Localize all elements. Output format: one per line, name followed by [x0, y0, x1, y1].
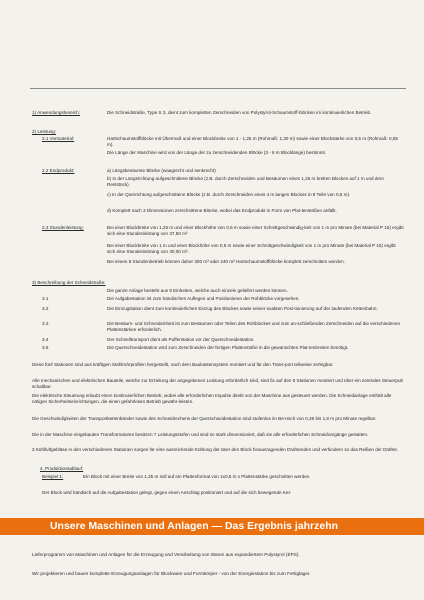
para-1: Diese fünf Stationen sind aus kräftigen Stahlrohrprofilen hergestellt, nach dem Baukastensystem montiert und für den Trans-port teilweise zerlegbar. — [32, 362, 334, 367]
item-3-3-text: Die Besäum- und Schneideinheit ist zum Besäumen oder Teilen des Rohblockes und zum an-schließenden Zerschneiden auf die verschiedenen Plattenstärken erforderlich. — [107, 321, 401, 332]
item-3-2-text: Die Einzugstation dient zum kontinuierlichen Einzug des Blockes sowie seiner exakten Posi-tionierung auf der laufenden Kettenbahn. — [107, 306, 378, 311]
item-3-1-num: 3.1 — [42, 296, 49, 301]
section-4-label: 4. Produktionsablauf: — [40, 466, 84, 471]
section-2-3-p1: Bei einer Blockbreite von 1,25 m und einer Blockhöhe von 0,5 m sowie einer Schnittgeschwindig-keit von 1 m pro Minute (bei Material P 15) ergibt sich eine Stundenleistung von 37,50 m³ — [107, 225, 404, 236]
section-1-text: Die Schneidstraße, Type S 3, dient zum kompletten Zerschneiden von Polystyrol-Schaumstoff-blöcken im kontinuierlichen Betrieb. — [107, 110, 372, 115]
footer-para-1: Lieferprogramm von Maschinen und Anlagen für die Erzeugung und Verarbeitung von Waren aus expandiertem Polystyrol (EPS). — [32, 552, 300, 557]
section-2-3-p2: Bei einer Blockbreite von 1 m und einer Blockhöhe von 0,5 m sowie einer Schnittgeschwindigkeit von 1 m pro Minute (bei Material P 15) ergibt sich eine Stundenleistung von 30,00 m³. — [107, 243, 396, 254]
para-3: Die elektrische Steuerung erlaubt einen kontinuierlichen Betrieb, wobei alle erforderlichen Impulse direkt von der Maschine aus gesteuert werden. Die Schneidanlage enthält alle nötigen Sicherheitseinrichtungen, die einen gefahrlosen Betrieb gewähr-leisten. — [32, 393, 392, 404]
headline-banner: Unsere Maschinen und Anlagen — Das Ergebnis jahrzehn — [0, 518, 424, 535]
example-1-label: Beispiel 1: — [42, 474, 64, 479]
section-1-label: 1) Anwendungsbereich: — [32, 110, 81, 115]
item-3-5-text: Die Querschneidestation wird zum Zerschneiden der fertigen Plattenstöße in die gewünschten Plat-tenbreiten benötigt. — [107, 345, 349, 350]
section-2-1-text: Hartschaumstoffblöcke mit Übermaß und einer Blockbreite von 1 - 1,25 m (Rohmaß: 1,30 m) sowie einer Blockstärke von 0,5 m (Rohmaß: 0,55 m). — [107, 136, 398, 147]
section-3-intro: Die ganze Anlage besteht aus 5 Einheiten, welche auch einzeln geliefert werden können. — [107, 288, 288, 293]
para-6: 3 Kühlluftgebläse in den verschiedenen Stationen sorgen für eine ausreichende Kühlung der über den Block hinausragenden Drahtenden und verhindern so das Reißen der Drähte. — [32, 447, 399, 452]
section-2-2-b: b) In der Längsrichtung aufgeschnittene Blöcke (z.B. durch Zerschneiden und Besäumen eines 1,25 m breiten Blockes auf 1 m und dem Reststück). — [107, 176, 384, 187]
item-3-5-num: 3.5 — [42, 345, 49, 350]
item-3-3-num: 3.3 — [42, 321, 49, 326]
section-3-label: 3) Beschreibung der Schneidstraße: — [32, 280, 106, 285]
section-2-2-d: d) Komplett nach 3 Dimensionen zerschnittene Blöcke, wobei das Endprodukt in Form von Plat-tenstößen anfällt. — [107, 208, 337, 213]
section-2-3-p3: Bei einem 8 Stundenbetrieb können daher 300 m³ oder 240 m³ Hartschaumstoffblöcke komplett zerschnitten werden. — [107, 259, 345, 264]
para-5: Die in der Maschine eingebauten Transformatoren besitzen 7 Leistungsstufen und sind so stark dimensioniert, daß sie alle erforderlichen Schneidvorgänge gestatten. — [32, 432, 369, 437]
top-rule — [30, 88, 406, 89]
item-3-1-text: Die Aufgabestation ist zum händischen Auflegen und Positionieren der Rohblöcke vorgesehen. — [107, 296, 300, 301]
item-3-4-text: Der Schnelltransport dient als Pufferstation vor der Querschneidestation. — [107, 337, 255, 342]
footer-para-2: Wir projektieren und bauen komplette Erzeugungsanlagen für Blockware und Formkörper - von der Energiestation bis zum Fertiglager. — [32, 571, 311, 576]
item-3-4-num: 3.4 — [42, 337, 49, 342]
section-2-1-text2: Die Länge der Maschine wird von der Länge der zu zerschneidenden Blöcke (3 - 6 m Blocklänge) bestimmt. — [107, 150, 327, 155]
para-2: Alle mechanischen und elektrischen Bauteile, welche zur Erzielung der angegebenen Leistung erforderlich sind, sind fix auf den 5 Stationen montiert und über ein zentrales Steuerpult schaltbar. — [32, 378, 403, 389]
example-1-text: Ein Block mit einer Breite von 1,25 m soll auf ein Plattenformat von 1x0,5 m x Plattenstärke geschnitten werden. — [83, 474, 311, 479]
section-2-label: 2) Leistung: — [32, 129, 57, 134]
production-tail: Der Block wird händisch auf die Aufgabestation gelegt, gegen einen Anschlag positioniert und auf die sich bewegende Ket- — [42, 490, 292, 495]
section-2-3-label: 2.3 Stundenleistung: — [42, 225, 84, 230]
para-4: Die Geschwindigkeiten der Transportkettenbänder sowie des Schneidrechens der Querschneidestation sind stufenlos im Be-reich von 0,36 bis 1,8 m pro Minute regelbar. — [32, 416, 377, 421]
section-2-1-label: 2.1 Vormaterial: — [42, 136, 75, 141]
section-2-2-label: 2.2 Endprodukt: — [42, 168, 75, 173]
section-2-2-c: c) In der Querrichtung aufgeschnittene Blöcke (z.B. durch Zerschneiden eines 4 m langen Blockes in 8 Teile von 0,5 m). — [107, 192, 351, 197]
item-3-2-num: 3.2 — [42, 306, 49, 311]
section-2-2-a: a) Längsbesäumte Blöcke (waagrecht und senkrecht) — [107, 168, 216, 173]
